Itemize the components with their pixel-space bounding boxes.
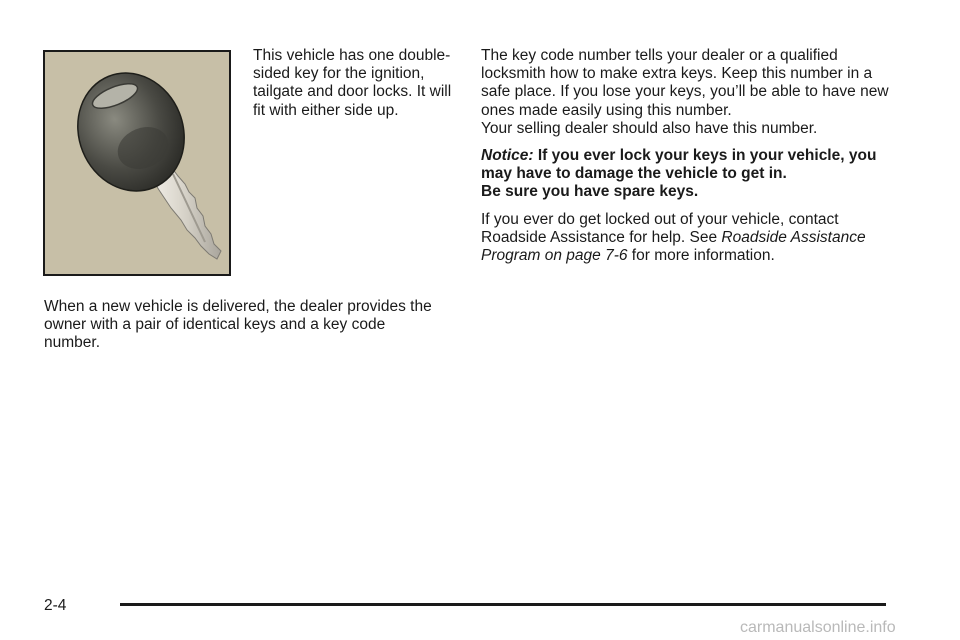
notice-body: If you ever lock your keys in your vehicle, you may have to damage the vehicle to get in. [481, 147, 877, 183]
locked-out-tail: for more information. [631, 247, 775, 265]
selling-dealer-text: Your selling dealer should also have this number. [481, 119, 818, 137]
key-icon [45, 52, 229, 274]
delivered-paragraph: When a new vehicle is delivered, the dealer provides the owner with a pair of identical keys and a key code number. [44, 298, 432, 352]
intro-paragraph: This vehicle has one double-sided key for the ignition, tailgate and door locks. It will fit with either side up. [253, 47, 452, 119]
key-code-text: The key code number tells your dealer or a qualified locksmith how to make extra keys. Keep this number in a safe place. If you lose your keys, you’ll be able to have new ones made easily using this number. [481, 47, 889, 119]
footer-rule [120, 603, 886, 606]
roadside-assistance-ref[interactable]: Roadside Assistance Program on page 7-6 [481, 228, 866, 265]
notice-label: Notice: [481, 147, 534, 165]
locked-out-paragraph [481, 211, 901, 266]
key-code-paragraph [481, 47, 901, 138]
notice-body-spare: Be sure you have spare keys. [481, 183, 699, 201]
page-number: 2-4 [44, 597, 67, 614]
locked-out-text: If you ever do get locked out of your vehicle, contact Roadside Assistance for help. See [481, 210, 839, 246]
notice-paragraph [481, 147, 901, 202]
watermark: carmanualsonline.info [740, 619, 896, 636]
right-column [481, 47, 901, 265]
key-photo [43, 50, 231, 276]
